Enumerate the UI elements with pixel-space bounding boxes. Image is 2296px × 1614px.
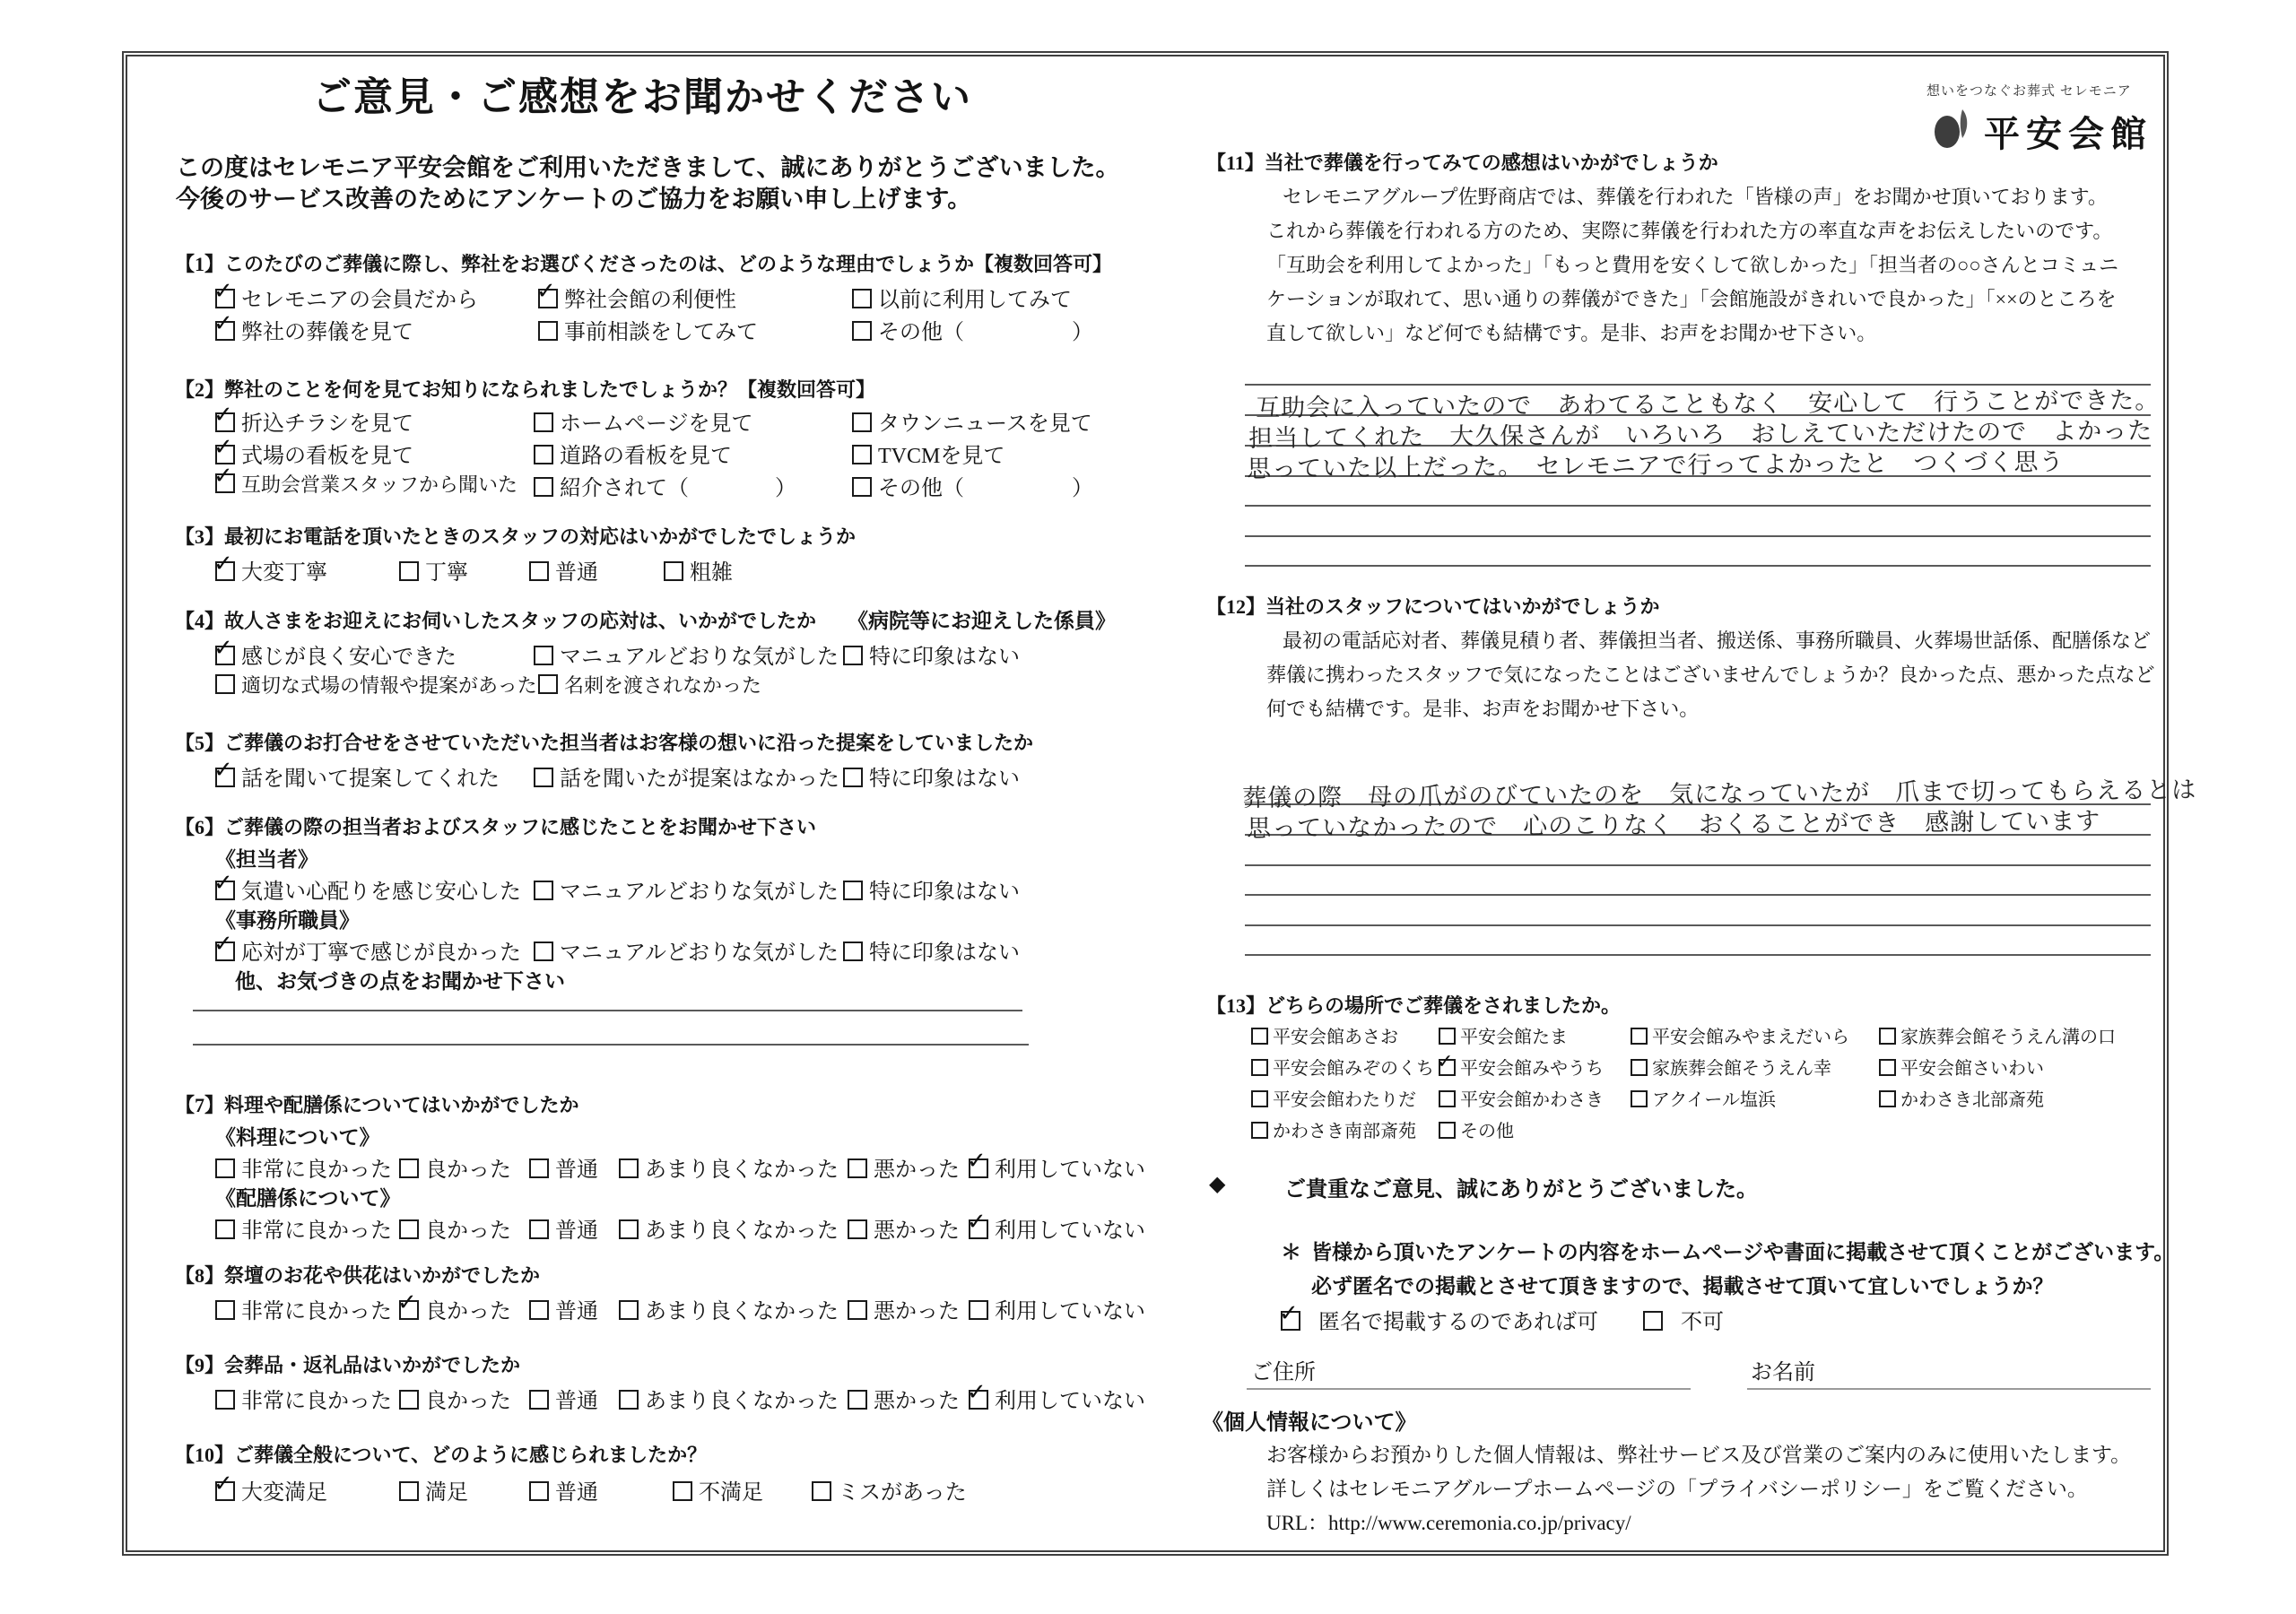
checkbox-option [399, 554, 468, 586]
checkbox-option [848, 1212, 960, 1244]
checkbox-icon [1439, 1059, 1456, 1076]
logo-tagline: 想いをつなぐお葬式 セレモニア [1926, 84, 2132, 99]
checkbox-icon [1879, 1028, 1896, 1045]
checkbox-option [619, 1383, 839, 1414]
checkbox-option [399, 1151, 511, 1183]
checkbox-option [534, 638, 839, 670]
checkbox-option [848, 1293, 960, 1324]
q6-header: 【6】ご葬儀の際の担当者およびスタッフに感じたことをお聞かせ下さい [175, 816, 817, 838]
checkbox-option [843, 760, 1020, 792]
answer-line [193, 1010, 1022, 1011]
option-label: 適切な式場の情報や提案があった [241, 674, 537, 697]
q12-header: 【12】当社のスタッフについてはいかがでしょうか [1206, 595, 1660, 618]
checkbox-icon [529, 1219, 549, 1239]
checkbox-option [1251, 1116, 1416, 1142]
checkbox-icon [852, 412, 872, 432]
checkbox-icon [969, 1390, 988, 1410]
option-label: 普通 [555, 1158, 598, 1182]
checkbox-option [215, 314, 413, 345]
checkbox-option [529, 554, 598, 586]
checkbox-option [664, 554, 733, 586]
answer-line [1245, 894, 2151, 896]
checkbox-icon [848, 1300, 867, 1320]
q6-group1-label: 《担当者》 [215, 848, 318, 871]
option-label: 良かった [425, 1219, 511, 1243]
option-label: その他 [1460, 1122, 1514, 1141]
checkbox-icon [1439, 1122, 1456, 1139]
checkbox-option [529, 1293, 598, 1324]
option-label: 名刺を渡されなかった [564, 674, 762, 697]
q6-group2-label: 《事務所職員》 [215, 909, 360, 932]
q11-desc-line: セレモニアグループ佐野商店では、葬儀を行われた「皆様の声」をお聞かせ頂いております。 [1283, 186, 2108, 208]
checkbox-icon [399, 1300, 419, 1320]
checkbox-option [848, 1383, 960, 1414]
option-label: 良かった [425, 1300, 511, 1323]
option-label: 粗雑 [690, 561, 733, 585]
option-label: 特に印象はない [869, 941, 1020, 965]
option-label: 話を聞いて提案してくれた [241, 768, 500, 791]
checkbox-option [969, 1212, 1145, 1244]
option-label: マニュアルどおりな気がした [560, 881, 839, 904]
checkbox-icon [1251, 1059, 1268, 1076]
checkbox-icon [1251, 1122, 1268, 1139]
q2-header: 【2】弊社のことを何を見てお知りになられましたでしょうか？【複数回答可】 [175, 378, 876, 401]
checkbox-icon [852, 289, 872, 308]
checkbox-option [215, 934, 521, 966]
checkbox-icon [619, 1219, 639, 1239]
option-label: 不可 [1681, 1311, 1724, 1334]
option-label: あまり良くなかった [645, 1300, 839, 1323]
checkbox-icon [1879, 1059, 1896, 1076]
option-label: 悪かった [874, 1158, 960, 1182]
option-label: 以前に利用してみて [878, 289, 1072, 312]
option-label: あまり良くなかった [645, 1390, 839, 1413]
answer-line [1245, 954, 2151, 956]
address-label: ご住所 [1251, 1361, 1316, 1384]
checkbox-option [852, 438, 1004, 469]
option-label: 平安会館かわさき [1460, 1090, 1604, 1110]
option-label: 大変丁寧 [241, 561, 327, 585]
q8-header: 【8】祭壇のお花や供花はいかがでしたか [175, 1264, 541, 1287]
q11-header: 【11】当社で葬儀を行ってみての感想はいかがでしょうか [1206, 152, 1718, 174]
option-label: TVCMを見て [878, 445, 1005, 468]
checkbox-icon [534, 646, 553, 665]
checkbox-icon [529, 1390, 549, 1410]
asterisk-icon: ＊ [1281, 1241, 1301, 1263]
option-label: 普通 [555, 1300, 598, 1323]
checkbox-icon [534, 941, 553, 961]
checkbox-option [852, 282, 1072, 313]
ceremonia-logo-icon [1928, 100, 1975, 161]
checkbox-icon [843, 881, 863, 900]
checkbox-option [215, 1212, 392, 1244]
checkbox-option [534, 438, 732, 469]
checkbox-option [843, 873, 1020, 905]
checkbox-option [1439, 1085, 1604, 1111]
checkbox-icon [215, 1481, 235, 1501]
q12-desc-line: 葬儀に携わったスタッフで気になったことはございませんでしょうか？良かった点、悪かった点など [1266, 664, 2155, 686]
checkbox-option [673, 1474, 763, 1506]
checkbox-option [852, 405, 1092, 437]
checkbox-icon [538, 321, 558, 341]
intro-line: 今後のサービス改善のためにアンケートのご協力をお願い申し上げます。 [176, 186, 972, 213]
checkbox-option [969, 1293, 1145, 1324]
checkbox-icon [1251, 1028, 1268, 1045]
privacy-line: お客様からお預かりした個人情報は、弊社サービス及び営業のご案内のみに使用いたします。 [1266, 1444, 2132, 1466]
checkbox-option [215, 873, 521, 905]
checkbox-option [538, 314, 758, 345]
checkbox-option [848, 1151, 960, 1183]
checkbox-option [215, 760, 500, 792]
checkbox-option [529, 1212, 598, 1244]
checkbox-option [1879, 1054, 2044, 1080]
option-label: 非常に良かった [241, 1390, 392, 1413]
checkbox-icon [215, 1158, 235, 1178]
option-label: 丁寧 [425, 561, 468, 585]
checkbox-icon [812, 1481, 831, 1501]
option-label: その他（ ） [878, 477, 1093, 500]
option-label: 悪かった [874, 1219, 960, 1243]
checkbox-icon [215, 881, 235, 900]
option-label: 普通 [555, 1219, 598, 1243]
name-label: お名前 [1751, 1361, 1815, 1384]
checkbox-option [1439, 1022, 1568, 1048]
option-label: 悪かった [874, 1300, 960, 1323]
option-label: 感じが良く安心できた [241, 646, 457, 669]
diamond-icon: ◆ [1209, 1173, 1226, 1196]
checkbox-icon [1439, 1028, 1456, 1045]
option-label: タウンニュースを見て [878, 412, 1092, 436]
option-label: セレモニアの会員だから [241, 289, 478, 312]
q1-header: 【1】このたびのご葬儀に際し、弊社をお選びくださったのは、どのような理由でしょうか【複数回答可】 [175, 253, 1113, 275]
checkbox-icon [399, 1390, 419, 1410]
option-label: 紹介されて（ ） [560, 477, 796, 500]
option-label: 不満足 [699, 1481, 763, 1505]
checkbox-option [529, 1383, 598, 1414]
checkbox-icon [1251, 1090, 1268, 1107]
checkbox-icon [399, 1158, 419, 1178]
checkbox-option [969, 1383, 1145, 1414]
checkbox-option [1631, 1085, 1776, 1111]
checkbox-option [969, 1151, 1145, 1183]
option-label: 普通 [555, 1390, 598, 1413]
name-field-line [1747, 1388, 2151, 1390]
handwritten-answer: 思っていなかったので 心のこりなく おくることができ 感謝しています [1247, 807, 2101, 843]
q7-header: 【7】料理や配膳係についてはいかがでしたか [175, 1094, 579, 1116]
checkbox-option [215, 1383, 392, 1414]
option-label: 大変満足 [241, 1481, 327, 1505]
checkbox-icon [843, 646, 863, 665]
privacy-header: 《個人情報について》 [1202, 1411, 1417, 1435]
answer-line [1245, 535, 2151, 537]
option-label: 平安会館さいわい [1900, 1059, 2044, 1079]
option-label: 利用していない [995, 1390, 1145, 1413]
checkbox-option [215, 438, 413, 469]
checkbox-icon [534, 445, 553, 464]
checkbox-icon [538, 674, 558, 694]
checkbox-icon [1281, 1311, 1300, 1331]
checkbox-option [843, 638, 1020, 670]
option-label: アクイール塩浜 [1652, 1090, 1776, 1110]
q5-header: 【5】ご葬儀のお打合せをさせていただいた担当者はお客様の想いに沿った提案をしていましたか [175, 732, 1034, 754]
option-label: 良かった [425, 1158, 511, 1182]
checkbox-option [529, 1151, 598, 1183]
checkbox-icon [215, 1390, 235, 1410]
option-label: 利用していない [995, 1300, 1145, 1323]
checkbox-option [1251, 1054, 1434, 1080]
checkbox-icon [215, 412, 235, 432]
option-label: 良かった [425, 1390, 511, 1413]
logo-name: 平安会館 [1984, 114, 2152, 154]
checkbox-icon [529, 1300, 549, 1320]
option-label: 互助会営業スタッフから聞いた [241, 473, 518, 496]
option-label: かわさき北部斎苑 [1900, 1090, 2044, 1110]
q13-header: 【13】どちらの場所でご葬儀をされましたか。 [1206, 994, 1622, 1017]
q4-header: 【4】故人さまをお迎えにお伺いしたスタッフの応対は、いかがでしたか [175, 610, 817, 632]
q6-free-label: 他、お気づきの点をお聞かせ下さい [235, 970, 565, 993]
checkbox-option [534, 470, 796, 501]
option-label: 家族葬会館そうえん溝の口 [1900, 1028, 2116, 1047]
checkbox-icon [1643, 1311, 1663, 1331]
checkbox-option [538, 671, 761, 699]
checkbox-icon [215, 321, 235, 341]
option-label: あまり良くなかった [645, 1158, 839, 1182]
checkbox-icon [215, 646, 235, 665]
option-label: 道路の看板を見て [560, 445, 732, 468]
checkbox-icon [534, 477, 553, 497]
checkbox-option [852, 314, 1093, 345]
option-label: 特に印象はない [869, 768, 1020, 791]
option-label: あまり良くなかった [645, 1219, 839, 1243]
checkbox-option [534, 760, 839, 792]
option-label: 利用していない [995, 1158, 1145, 1182]
option-label: 応対が丁寧で感じが良かった [241, 941, 521, 965]
checkbox-option [399, 1383, 511, 1414]
checkbox-option [1631, 1054, 1831, 1080]
checkbox-option [1879, 1085, 2044, 1111]
q3-header: 【3】最初にお電話を頂いたときのスタッフの対応はいかがでしたでしょうか [175, 525, 857, 548]
option-label: マニュアルどおりな気がした [560, 941, 839, 965]
handwritten-answer: 葬儀の際 母の爪がのびていたのを 気になっていたが 爪まで切ってもらえるとは [1242, 776, 2197, 812]
q12-desc-line: 何でも結構です。是非、お声をお聞かせ下さい。 [1266, 698, 1700, 720]
handwritten-answer: 思っていた以上だった。 セレモニアで行ってよかったと つくづく思う [1247, 448, 2065, 483]
privacy-url: URL：http://www.ceremonia.co.jp/privacy/ [1266, 1512, 1631, 1534]
checkbox-option [215, 470, 517, 498]
checkbox-icon [534, 768, 553, 787]
checkbox-icon [399, 1481, 419, 1501]
q4-note: 《病院等にお迎えした係員》 [848, 610, 1116, 632]
option-label: 事前相談をしてみて [564, 321, 758, 344]
option-label: 平安会館あさお [1273, 1028, 1398, 1047]
checkbox-option [534, 873, 839, 905]
option-label: マニュアルどおりな気がした [560, 646, 839, 669]
checkbox-icon [215, 1300, 235, 1320]
checkbox-option [534, 405, 753, 437]
checkbox-option [399, 1293, 511, 1324]
checkbox-icon [969, 1219, 988, 1239]
checkbox-option [215, 1151, 392, 1183]
checkbox-option [215, 1474, 327, 1506]
checkbox-icon [969, 1158, 988, 1178]
checkbox-icon [852, 477, 872, 497]
answer-line [193, 1044, 1029, 1046]
option-label: 利用していない [995, 1219, 1145, 1243]
checkbox-option [215, 671, 537, 699]
publication-note-line: 皆様から頂いたアンケートの内容をホームページや書面に掲載させて頂くことがございます。 [1311, 1241, 2175, 1263]
checkbox-option [619, 1151, 839, 1183]
option-label: 弊社会館の利便性 [564, 289, 736, 312]
option-label: ホームページを見て [560, 412, 753, 436]
answer-line [1245, 505, 2151, 507]
option-label: 特に印象はない [869, 881, 1020, 904]
option-label: 普通 [555, 1481, 598, 1505]
checkbox-icon [529, 1481, 549, 1501]
intro-line: この度はセレモニア平安会館をご利用いただきまして、誠にありがとうございました。 [176, 154, 1120, 181]
option-label: 平安会館わたりだ [1273, 1090, 1416, 1110]
q9-header: 【9】会葬品・返礼品はいかがでしたか [175, 1354, 521, 1376]
answer-line [1245, 565, 2151, 567]
option-label: 悪かった [874, 1390, 960, 1413]
option-label: 平安会館みやうち [1460, 1059, 1604, 1079]
option-label: 家族葬会館そうえん幸 [1652, 1059, 1831, 1079]
answer-line [1245, 924, 2151, 926]
checkbox-option [1631, 1022, 1849, 1048]
option-label: 非常に良かった [241, 1219, 392, 1243]
option-label: 式場の看板を見て [241, 445, 413, 468]
checkbox-icon [215, 1219, 235, 1239]
checkbox-icon [848, 1219, 867, 1239]
checkbox-icon [1439, 1090, 1456, 1107]
checkbox-icon [215, 561, 235, 581]
q12-desc-line: 最初の電話応対者、葬儀見積り者、葬儀担当者、搬送係、事務所職員、火葬場世話係、配膳係など [1283, 629, 2152, 652]
checkbox-option [1281, 1304, 1598, 1335]
checkbox-icon [399, 561, 419, 581]
option-label: 平安会館みやまえだいら [1652, 1028, 1849, 1047]
q11-desc-line: これから葬儀を行われる方のため、実際に葬儀を行われた方の率直な声をお伝えしたいのです。 [1266, 220, 2113, 242]
checkbox-option [215, 1293, 392, 1324]
handwritten-answer: 互助会に入っていたので あわてることもなく 安心して 行うことができた。 [1256, 386, 2161, 422]
option-label: 非常に良かった [241, 1158, 392, 1182]
q11-desc-line: 「互助会を利用してよかった」「もっと費用を安くして欲しかった」「担当者の○○さんとコミュニ [1266, 254, 2119, 276]
checkbox-icon [215, 473, 235, 493]
checkbox-icon [1631, 1090, 1648, 1107]
option-label: 普通 [555, 561, 598, 585]
checkbox-option [215, 554, 327, 586]
option-label: ミスがあった [838, 1481, 967, 1505]
thanks-text: ご貴重なご意見、誠にありがとうございました。 [1284, 1178, 1758, 1202]
checkbox-icon [399, 1219, 419, 1239]
checkbox-option [399, 1212, 511, 1244]
checkbox-option [215, 405, 413, 437]
checkbox-icon [852, 321, 872, 341]
option-label: 弊社の葬儀を見て [241, 321, 413, 344]
option-label: 非常に良かった [241, 1300, 392, 1323]
checkbox-option [1439, 1116, 1514, 1142]
checkbox-option [1643, 1304, 1724, 1335]
checkbox-icon [215, 941, 235, 961]
checkbox-icon [529, 561, 549, 581]
checkbox-icon [619, 1390, 639, 1410]
checkbox-option [215, 638, 457, 670]
checkbox-icon [215, 289, 235, 308]
checkbox-icon [843, 768, 863, 787]
checkbox-option [852, 470, 1093, 501]
checkbox-icon [852, 445, 872, 464]
publication-note-line: 必ず匿名での掲載とさせて頂きますので、掲載させて頂いて宜しいでしょうか？ [1311, 1275, 2054, 1297]
checkbox-icon [534, 412, 553, 432]
checkbox-option [619, 1293, 839, 1324]
checkbox-icon [534, 881, 553, 900]
checkbox-option [1251, 1085, 1416, 1111]
checkbox-option [215, 282, 478, 313]
option-label: 平安会館みぞのくち [1273, 1059, 1434, 1079]
option-label: 話を聞いたが提案はなかった [560, 768, 839, 791]
checkbox-icon [969, 1300, 988, 1320]
option-label: 匿名で掲載するのであれば可 [1318, 1311, 1598, 1334]
q10-header: 【10】ご葬儀全般について、どのように感じられましたか？ [175, 1444, 708, 1466]
checkbox-icon [215, 674, 235, 694]
checkbox-option [812, 1474, 967, 1506]
page-title: ご意見・ご感想をお聞かせください [312, 75, 972, 119]
option-label: 特に印象はない [869, 646, 1020, 669]
checkbox-icon [529, 1158, 549, 1178]
checkbox-option [534, 934, 839, 966]
option-label: その他（ ） [878, 321, 1093, 344]
checkbox-icon [843, 941, 863, 961]
checkbox-icon [848, 1390, 867, 1410]
checkbox-icon [1879, 1090, 1896, 1107]
address-field-line [1247, 1388, 1691, 1390]
q11-desc-line: ケーションが取れて、思い通りの葬儀ができた」「会館施設がきれいで良かった」「××のところを [1266, 288, 2117, 310]
checkbox-icon [1631, 1059, 1648, 1076]
checkbox-icon [619, 1158, 639, 1178]
option-label: かわさき南部斎苑 [1273, 1122, 1416, 1141]
checkbox-option [1251, 1022, 1398, 1048]
q11-desc-line: 直して欲しい」など何でも結構です。是非、お声をお聞かせ下さい。 [1266, 322, 1877, 344]
checkbox-option [538, 282, 736, 313]
answer-line [1245, 864, 2151, 866]
option-label: 満足 [425, 1481, 468, 1505]
checkbox-icon [1631, 1028, 1648, 1045]
checkbox-icon [538, 289, 558, 308]
checkbox-icon [619, 1300, 639, 1320]
checkbox-option [1439, 1054, 1604, 1080]
option-label: 気遣い心配りを感じ安心した [241, 881, 521, 904]
checkbox-option [619, 1212, 839, 1244]
checkbox-icon [215, 768, 235, 787]
checkbox-icon [848, 1158, 867, 1178]
option-label: 平安会館たま [1460, 1028, 1568, 1047]
option-label: 折込チラシを見て [241, 412, 413, 436]
handwritten-answer: 担当してくれた 大久保さんが いろいろ おしえていただけたので よかった [1248, 417, 2153, 453]
q7-sub1-label: 《料理について》 [215, 1126, 380, 1149]
checkbox-option [843, 934, 1020, 966]
q7-sub2-label: 《配膳係について》 [215, 1187, 401, 1210]
privacy-line: 詳しくはセレモニアグループホームページの「プライバシーポリシー」をご覧ください。 [1266, 1478, 2088, 1500]
checkbox-option [399, 1474, 468, 1506]
checkbox-icon [215, 445, 235, 464]
checkbox-icon [664, 561, 683, 581]
checkbox-option [1879, 1022, 2116, 1048]
checkbox-icon [673, 1481, 692, 1501]
checkbox-option [529, 1474, 598, 1506]
